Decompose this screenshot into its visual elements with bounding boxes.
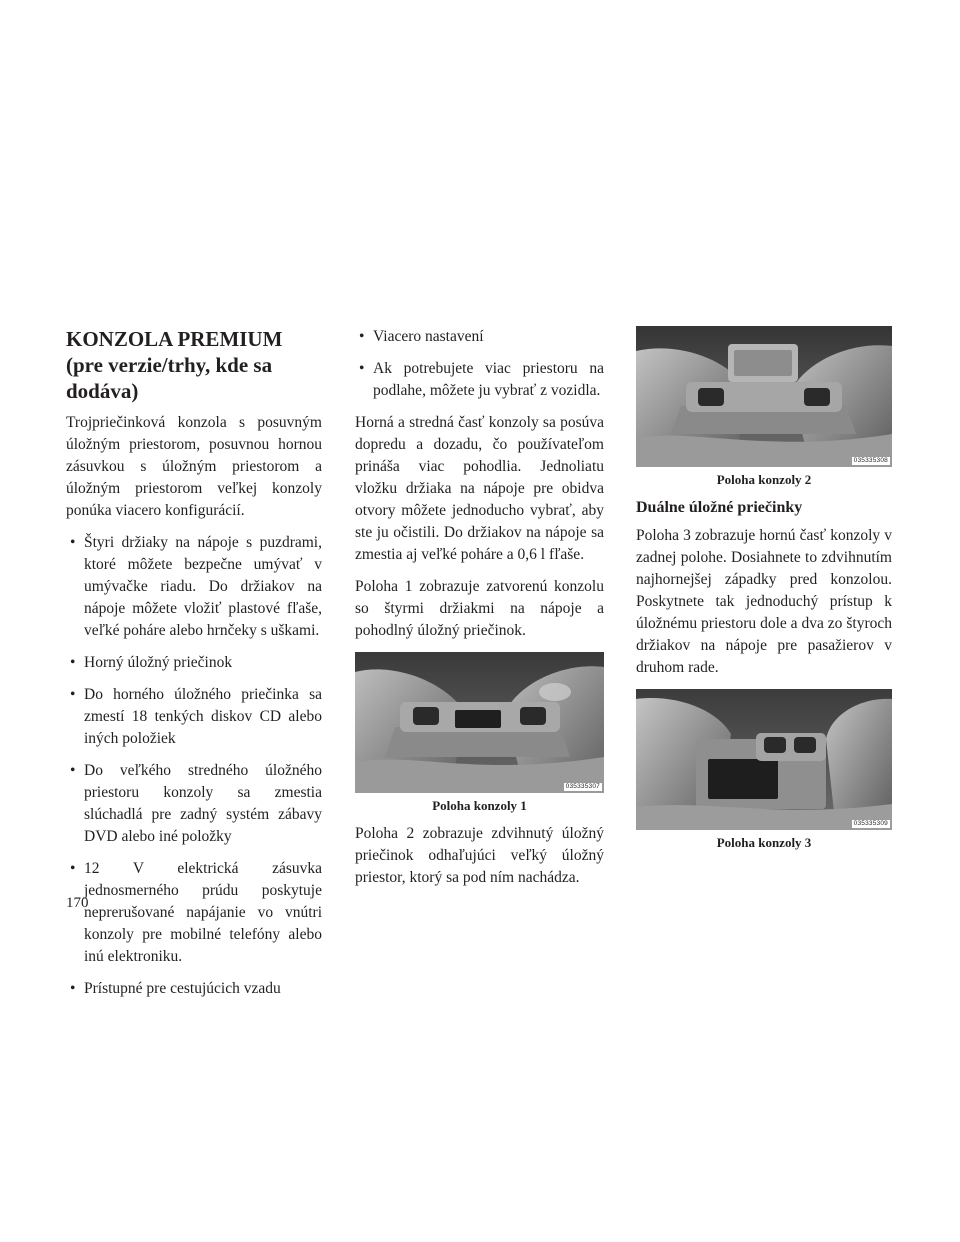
photo-id: 035335309	[853, 820, 888, 827]
body-paragraph: Horná a stredná časť konzoly sa posúva dopredu a dozadu, čo používateľom prináša viac pohodlia. Jednoliatu vložku držiaka na nápoje pre obidva otvory môžete jednoducho vybrať, aby ste ju očistili. Do držiakov na nápoje sa zmestia aj veľké poháre a 0,6 l fľaše.	[355, 414, 604, 563]
list-item: • Horný úložný priečinok	[66, 652, 322, 674]
console-photo	[355, 652, 604, 793]
console-photo	[636, 689, 892, 830]
subsection-title: Duálne úložné priečinky	[636, 499, 803, 516]
figure-caption: Poloha konzoly 2	[716, 472, 812, 487]
right-column	[636, 326, 892, 860]
body-paragraph: Poloha 1 zobrazuje zatvorenú konzolu so štyrmi držiakmi na nápoje a pohodlný úložný priečinok.	[355, 578, 604, 639]
intro-paragraph: Trojpriečinková konzola s posuvným úložným priestorom, posuvnou hornou zásuvkou s úložným priestorom a úložným priestorom veľkej konzoly ponúka viacero konfigurácií.	[66, 414, 322, 519]
section-title: KONZOLA PREMIUM (pre verzie/trhy, kde sa dodáva)	[66, 327, 283, 403]
list-item: • 12 V elektrická zásuvka jednosmerného prúdu poskytuje neprerušované napájanie vo vnútri konzoly pre mobilné telefóny alebo inú elektroniku.	[66, 858, 322, 968]
body-paragraph: Poloha 2 zobrazuje zdvihnutý úložný priečinok odhaľujúci veľký úložný priestor, ktorý sa pod ním nachádza.	[355, 825, 604, 886]
left-column	[66, 326, 322, 1010]
list-item: • Do veľkého stredného úložného priestoru konzoly sa zmestia slúchadlá pre zadný systém zábavy DVD alebo iné položky	[66, 760, 322, 848]
photo-id: 035335308	[853, 457, 888, 464]
page-number: 170	[66, 895, 89, 911]
figure-caption: Poloha konzoly 1	[432, 798, 527, 813]
photo-id: 035335307	[565, 783, 600, 790]
list-item: • Viacero nastavení	[355, 326, 604, 348]
list-item: • Ak potrebujete viac priestoru na podlahe, môžete ju vybrať z vozidla.	[355, 358, 604, 402]
list-item: • Prístupné pre cestujúcich vzadu	[66, 978, 322, 1000]
console-photo	[636, 326, 892, 467]
body-paragraph: Poloha 3 zobrazuje hornú časť konzoly v zadnej polohe. Dosiahnete to zdvihnutím najhornejšej západky pred konzolou. Poskytnete tak jednoduchý prístup k úložnému priestoru dole a dva zo štyroch držiakov na nápoje pre pasažierov v druhom rade.	[636, 527, 892, 676]
figure-console-position-2	[636, 326, 892, 489]
feature-list-continued	[355, 326, 604, 402]
figure-console-position-3	[636, 689, 892, 852]
figure-console-position-1	[355, 652, 604, 815]
figure-caption: Poloha konzoly 3	[716, 835, 812, 850]
middle-column	[355, 326, 604, 899]
list-item: • Štyri držiaky na nápoje s puzdrami, ktoré môžete bezpečne umývať v umývačke riadu. Do držiakov na nápoje môžete vložiť plastové fľaše, veľké poháre alebo hrnčeky s uškami.	[66, 532, 322, 642]
feature-list	[66, 532, 322, 1000]
list-item: • Do horného úložného priečinka sa zmestí 18 tenkých diskov CD alebo iných položiek	[66, 684, 322, 750]
